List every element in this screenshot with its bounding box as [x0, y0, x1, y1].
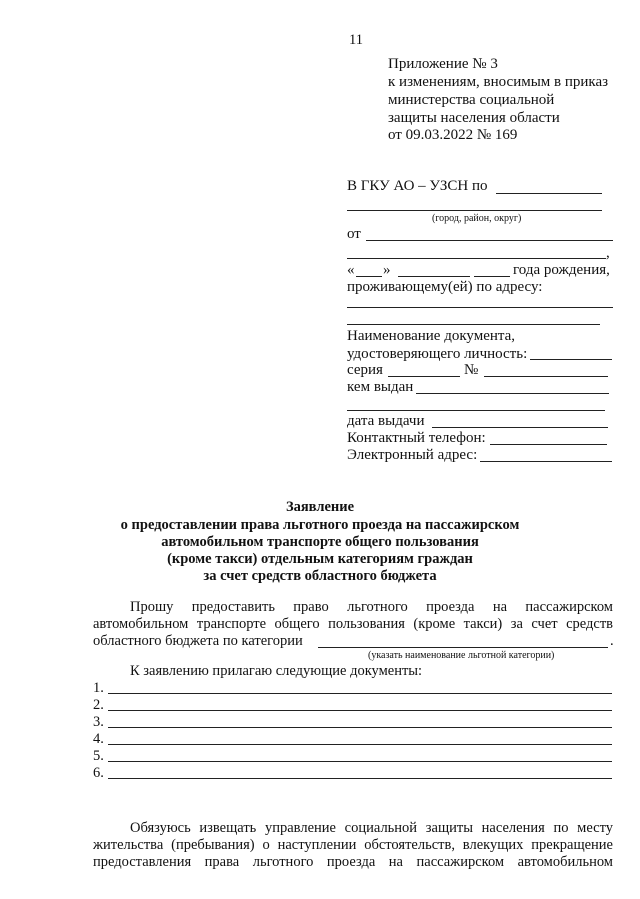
- page-number: 11: [349, 32, 363, 48]
- to-field-2[interactable]: [347, 210, 602, 211]
- address-field-1[interactable]: [347, 307, 613, 308]
- birth-day-field[interactable]: [356, 276, 382, 277]
- request-line-1: Прошу предоставить право льготного проезда на пассажирском: [130, 599, 613, 615]
- issue-date-field[interactable]: [432, 427, 608, 428]
- email-field[interactable]: [480, 461, 612, 462]
- appendix-line-5: от 09.03.2022 № 169: [388, 127, 518, 143]
- birth-year-field[interactable]: [474, 276, 510, 277]
- request-line-3-end: .: [610, 633, 614, 649]
- doc-subtitle-1: о предоставлении права льготного проезда на пассажирском: [120, 517, 520, 533]
- doc-name-field[interactable]: [530, 359, 612, 360]
- doc-subtitle-3: (кроме такси) отдельным категориям граждан: [167, 551, 473, 567]
- attachments-intro: К заявлению прилагаю следующие документы:: [130, 663, 423, 679]
- phone-field[interactable]: [490, 444, 607, 445]
- attachment-field-3[interactable]: [108, 727, 612, 728]
- doc-subtitle-4: за счет средств областного бюджета: [203, 568, 437, 584]
- attachment-field-6[interactable]: [108, 778, 612, 779]
- appendix-line-1: Приложение № 3: [388, 56, 498, 72]
- attachment-num-2: 2.: [93, 697, 104, 713]
- issued-by-label: кем выдан: [347, 379, 414, 395]
- appendix-line-2: к изменениям, вносимым в приказ: [388, 74, 609, 90]
- attachment-num-6: 6.: [93, 765, 104, 781]
- series-field[interactable]: [388, 376, 460, 377]
- address-field-2[interactable]: [347, 324, 600, 325]
- city-caption: (город, район, округ): [432, 213, 522, 224]
- attachment-num-3: 3.: [93, 714, 104, 730]
- from-field[interactable]: [366, 240, 613, 241]
- birth-quote-open: «: [347, 262, 355, 278]
- category-caption: (указать наименование льготной категории): [368, 650, 555, 661]
- obligation-line-2: жительства (пребывания) о наступлении обстоятельств, влекущих прекращение: [93, 837, 613, 853]
- attachment-field-2[interactable]: [108, 710, 612, 711]
- phone-label: Контактный телефон:: [347, 430, 486, 446]
- doc-name-label-2: удостоверяющего личность:: [347, 346, 528, 362]
- obligation-line-1: Обязуюсь извещать управление социальной защиты населения по месту: [130, 820, 613, 836]
- request-line-2: автомобильном транспорте общего пользования (кроме такси) за счет средств: [93, 616, 613, 632]
- series-label: серия: [347, 362, 383, 378]
- appendix-line-3: министерства социальной: [388, 92, 555, 108]
- email-label: Электронный адрес:: [347, 447, 478, 463]
- doc-subtitle-2: автомобильном транспорте общего пользования: [161, 534, 479, 550]
- residing-label: проживающему(ей) по адресу:: [347, 279, 543, 295]
- from-field-2[interactable]: [347, 258, 606, 259]
- request-line-3: областного бюджета по категории: [93, 633, 303, 649]
- attachment-field-1[interactable]: [108, 693, 612, 694]
- birth-month-field[interactable]: [398, 276, 470, 277]
- appendix-line-4: защиты населения области: [388, 110, 560, 126]
- obligation-line-3: предоставления права льготного проезда на пассажирском автомобильном: [93, 854, 613, 870]
- attachment-num-4: 4.: [93, 731, 104, 747]
- attachment-num-5: 5.: [93, 748, 104, 764]
- from-label: от: [347, 226, 361, 242]
- number-sign: №: [464, 362, 479, 378]
- number-field[interactable]: [484, 376, 608, 377]
- category-field[interactable]: [318, 647, 608, 648]
- birth-year-label: года рождения,: [513, 262, 610, 278]
- attachment-field-5[interactable]: [108, 761, 612, 762]
- document-page: 11 Приложение № 3 к изменениям, вносимым в приказ министерства социальной защиты населения области от 09.03.2022 № 169 В ГКУ АО – УЗСН по (город, район, округ) от , « » года рождения, проживающему(ей) по адресу: Наименование документа, удостоверяющего личность: серия № кем выдан дата выдачи Контактный телефон: Электронный адрес: Заявление о предоставлении права льготного проезда на пассажирском автомобильном транспорте общего пользования (кроме такси) отдельным категориям граждан за счет средств областного бюджета Прошу предоставить право льготного проезда на пассажирском автомобильном транспорте общего пользования (кроме такси) за счет средств областного бюджета по категории . (указать наименование льготной категории) К заявлению прилагаю следующие документы: 1. 2. 3. 4. 5. 6. Обязуюсь извещать управление социальной защиты населения по месту жительства (пребывания) о наступлении обстоятельств, влекущих прекращение предоставления права льготного проезда на пассажирском автомобильном: [0, 0, 640, 899]
- attachment-field-4[interactable]: [108, 744, 612, 745]
- issue-date-label: дата выдачи: [347, 413, 425, 429]
- to-field[interactable]: [496, 193, 602, 194]
- issued-by-field-2[interactable]: [347, 410, 605, 411]
- doc-name-label-1: Наименование документа,: [347, 328, 516, 344]
- doc-title: Заявление: [285, 499, 355, 515]
- attachment-num-1: 1.: [93, 680, 104, 696]
- birth-quote-close: »: [383, 262, 391, 278]
- to-label: В ГКУ АО – УЗСН по: [347, 178, 488, 194]
- issued-by-field[interactable]: [416, 393, 609, 394]
